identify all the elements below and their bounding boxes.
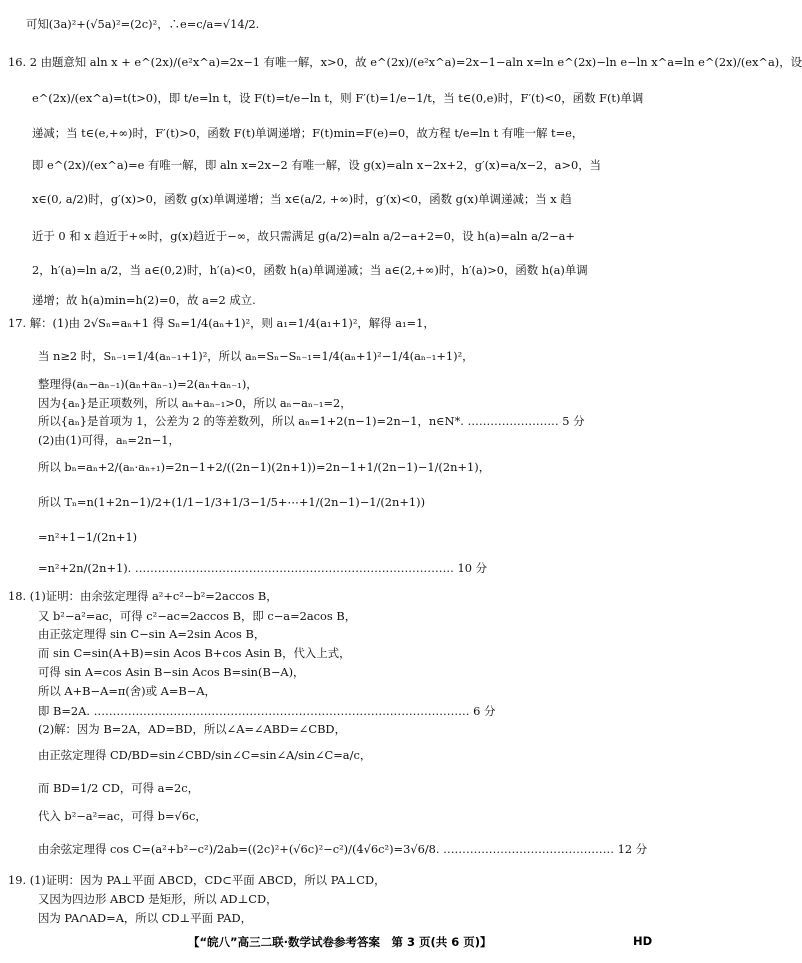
text-line: 而 BD=1/2 CD，可得 a=2c，: [38, 781, 200, 795]
text-line: 因为{aₙ}是正项数列，所以 aₙ+aₙ₋₁>0，所以 aₙ−aₙ₋₁=2，: [38, 396, 352, 410]
text-line: 而 sin C=sin(A+B)=sin Acos B+cos Asin B，代入上式，: [38, 646, 351, 660]
text-line: 由正弦定理得 sin C−sin A=2sin Acos B，: [38, 627, 266, 641]
text-line: 18. (1)证明：由余弦定理得 a²+c²−b²=2accos B，: [8, 589, 278, 603]
text-line: 17. 解：(1)由 2√Sₙ=aₙ+1 得 Sₙ=1/4(aₙ+1)²，则 a₁=1/4(a₁+1)²，解得 a₁=1，: [8, 316, 435, 330]
text-line: 因为 PA∩AD=A，所以 CD⊥平面 PAD，: [38, 911, 253, 925]
text-line: 由余弦定理得 cos C=(a²+b²−c²)/2ab=((2c)²+(√6c)²−c²)/(4√6c²)=3√6/8. ……………………………………… 12 分: [38, 842, 648, 856]
text-line: 所以{aₙ}是首项为 1，公差为 2 的等差数列，所以 aₙ=1+2(n−1)=2n−1，n∈N*. …………………… 5 分: [38, 414, 585, 428]
text-line: 16. 2 由题意知 aln x + e^(2x)/(e²x^a)=2x−1 有唯一解，x>0，故 e^(2x)/(e²x^a)=2x−1−aln x=ln e^(2x)−ln e−ln x^a=ln e^(2x)/(ex^a)，设: [8, 55, 802, 69]
text-line: 2，h′(a)=ln a/2，当 a∈(0,2)时，h′(a)<0，函数 h(a)单调递减；当 a∈(2,+∞)时，h′(a)>0，函数 h(a)单调: [32, 263, 588, 277]
text-line: 近于 0 和 x 趋近于+∞时，g(x)趋近于−∞，故只需满足 g(a/2)=aln a/2−a+2=0，设 h(a)=aln a/2−a+: [32, 229, 575, 243]
text-line: 所以 bₙ=aₙ+2/(aₙ·aₙ₊₁)=2n−1+2/((2n−1)(2n+1))=2n−1+1/(2n−1)−1/(2n+1)，: [38, 460, 491, 474]
text-line: 当 n≥2 时，Sₙ₋₁=1/4(aₙ₋₁+1)²，所以 aₙ=Sₙ−Sₙ₋₁=1/4(aₙ+1)²−1/4(aₙ₋₁+1)²，: [38, 349, 474, 363]
text-line: 由正弦定理得 CD/BD=sin∠CBD/sin∠C=sin∠A/sin∠C=a/c，: [38, 748, 372, 762]
text-line: 所以 A+B−A=π(舍)或 A=B−A，: [38, 684, 216, 698]
text-line: (2)由(1)可得，aₙ=2n−1，: [38, 433, 180, 447]
text-line: 即 e^(2x)/(ex^a)=e 有唯一解，即 aln x=2x−2 有唯一解，设 g(x)=aln x−2x+2，g′(x)=a/x−2，a>0，当: [32, 158, 602, 172]
text-line: 可得 sin A=cos Asin B−sin Acos B=sin(B−A)，: [38, 665, 305, 679]
text-line: =n²+1−1/(2n+1): [38, 530, 138, 544]
text-line: =n²+2n/(2n+1). ………………………………………………………………………… 10 分: [38, 561, 487, 575]
footer-title: 【“皖八”高三二联·数学试卷参考答案 第 3 页(共 6 页)】: [188, 935, 492, 949]
text-line: 可知(3a)²+(√5a)²=(2c)²，∴e=c/a=√14/2.: [26, 17, 260, 31]
text-line: 又因为四边形 ABCD 是矩形，所以 AD⊥CD，: [38, 892, 278, 906]
text-line: x∈(0, a/2)时，g′(x)>0，函数 g(x)单调递增；当 x∈(a/2, +∞)时，g′(x)<0，函数 g(x)单调递减；当 x 趋: [32, 192, 572, 206]
text-line: 递增；故 h(a)min=h(2)=0，故 a=2 成立.: [32, 293, 256, 307]
text-line: 递减；当 t∈(e,+∞)时，F′(t)>0，函数 F(t)单调递增；F(t)min=F(e)=0，故方程 t/e=ln t 有唯一解 t=e，: [32, 126, 584, 140]
text-line: e^(2x)/(ex^a)=t(t>0)，即 t/e=ln t，设 F(t)=t/e−ln t，则 F′(t)=1/e−1/t，当 t∈(0,e)时，F′(t)<0，函数 F(t)单调: [32, 91, 644, 105]
footer-code: HD: [633, 934, 653, 948]
text-line: 即 B=2A. ……………………………………………………………………………………… 6 分: [38, 704, 496, 718]
text-line: 整理得(aₙ−aₙ₋₁)(aₙ+aₙ₋₁)=2(aₙ+aₙ₋₁)，: [38, 377, 258, 391]
text-line: 19. (1)证明：因为 PA⊥平面 ABCD，CD⊂平面 ABCD，所以 PA⊥CD，: [8, 873, 386, 887]
text-line: (2)解：因为 B=2A，AD=BD，所以∠A=∠ABD=∠CBD，: [38, 722, 346, 736]
text-line: 所以 Tₙ=n(1+2n−1)/2+(1/1−1/3+1/3−1/5+⋯+1/(2n−1)−1/(2n+1)): [38, 495, 426, 509]
page-footer: [0, 934, 677, 950]
text-line: 又 b²−a²=ac，可得 c²−ac=2accos B，即 c−a=2acos B，: [38, 609, 357, 623]
text-line: 代入 b²−a²=ac，可得 b=√6c，: [38, 809, 207, 823]
